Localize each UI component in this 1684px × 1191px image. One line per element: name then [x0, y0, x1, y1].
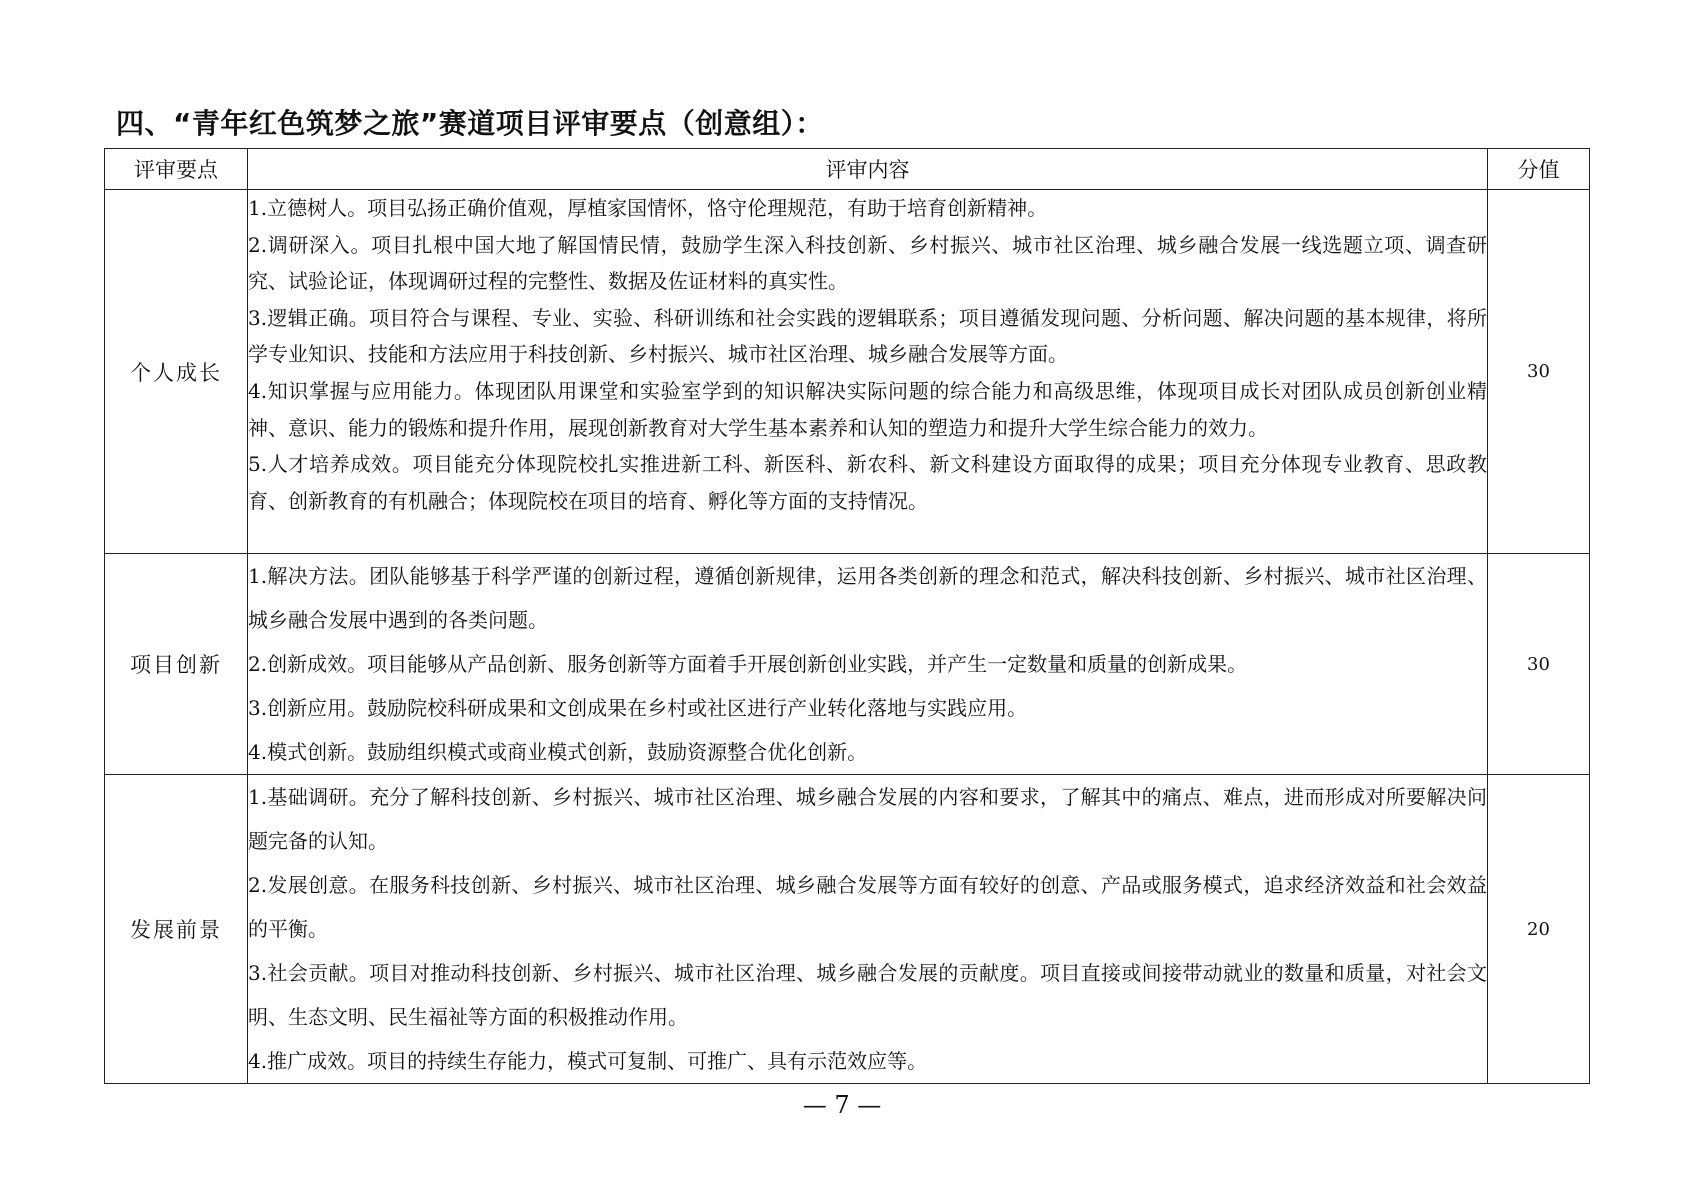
criteria-item: 2.创新成效。项目能够从产品创新、服务创新等方面着手开展创新创业实践，并产生一定数量和质量的创新成果。 [248, 652, 1248, 676]
row-aspect: 个人成长 [105, 190, 248, 554]
table-row [105, 775, 1590, 1084]
row-score: 30 [1488, 190, 1590, 554]
criteria-item: 4.推广成效。项目的持续生存能力，模式可复制、可推广、具有示范效应等。 [248, 1049, 928, 1073]
header-score: 分值 [1488, 149, 1590, 190]
row-content [248, 775, 1488, 1084]
criteria-item: 1.解决方法。团队能够基于科学严谨的创新过程，遵循创新规律，运用各类创新的理念和范式，解决科技创新、乡村振兴、城市社区治理、城乡融合发展中遇到的各类问题。 [248, 564, 1487, 632]
row-aspect: 项目创新 [105, 554, 248, 775]
criteria-item: 1.立德树人。项目弘扬正确价值观，厚植家国情怀，恪守伦理规范，有助于培育创新精神。 [248, 196, 1048, 220]
criteria-item: 3.创新应用。鼓励院校科研成果和文创成果在乡村或社区进行产业转化落地与实践应用。 [248, 696, 1028, 720]
review-table [104, 148, 1590, 1084]
row-aspect: 发展前景 [105, 775, 248, 1084]
table-row [105, 554, 1590, 775]
criteria-item: 2.发展创意。在服务科技创新、乡村振兴、城市社区治理、城乡融合发展等方面有较好的创意、产品或服务模式，追求经济效益和社会效益的平衡。 [248, 873, 1487, 941]
table-header-row [105, 149, 1590, 190]
page-title: 四、“青年红色筑梦之旅”赛道项目评审要点（创意组）： [116, 107, 824, 140]
criteria-item: 3.社会贡献。项目对推动科技创新、乡村振兴、城市社区治理、城乡融合发展的贡献度。项目直接或间接带动就业的数量和质量，对社会文明、生态文明、民生福祉等方面的积极推动作用。 [248, 961, 1487, 1029]
criteria-item: 4.知识掌握与应用能力。体现团队用课堂和实验室学到的知识解决实际问题的综合能力和高级思维，体现项目成长对团队成员创新创业精神、意识、能力的锻炼和提升作用，展现创新教育对大学生基本素养和认知的塑造力和提升大学生综合能力的效力。 [248, 378, 1487, 440]
row-score: 20 [1488, 775, 1590, 1084]
criteria-item: 3.逻辑正确。项目符合与课程、专业、实验、科研训练和社会实践的逻辑联系；项目遵循发现问题、分析问题、解决问题的基本规律，将所学专业知识、技能和方法应用于科技创新、乡村振兴、城市社区治理、城乡融合发展等方面。 [248, 305, 1487, 367]
header-content: 评审内容 [248, 149, 1488, 190]
row-score: 30 [1488, 554, 1590, 775]
criteria-item: 2.调研深入。项目扎根中国大地了解国情民情，鼓励学生深入科技创新、乡村振兴、城市社区治理、城乡融合发展一线选题立项、调查研究、试验论证，体现调研过程的完整性、数据及佐证材料的真实性。 [248, 232, 1487, 294]
table-row [105, 190, 1590, 554]
criteria-item: 1.基础调研。充分了解科技创新、乡村振兴、城市社区治理、城乡融合发展的内容和要求，了解其中的痛点、难点，进而形成对所要解决问题完备的认知。 [248, 785, 1487, 853]
row-content [248, 554, 1488, 775]
page-number: — 7 — [802, 1091, 882, 1119]
criteria-item: 4.模式创新。鼓励组织模式或商业模式创新，鼓励资源整合优化创新。 [248, 740, 868, 764]
criteria-item: 5.人才培养成效。项目能充分体现院校扎实推进新工科、新医科、新农科、新文科建设方面取得的成果；项目充分体现专业教育、思政教育、创新教育的有机融合；体现院校在项目的培育、孵化等方面的支持情况。 [248, 452, 1487, 513]
row-content [248, 190, 1488, 554]
header-aspect: 评审要点 [105, 149, 248, 190]
